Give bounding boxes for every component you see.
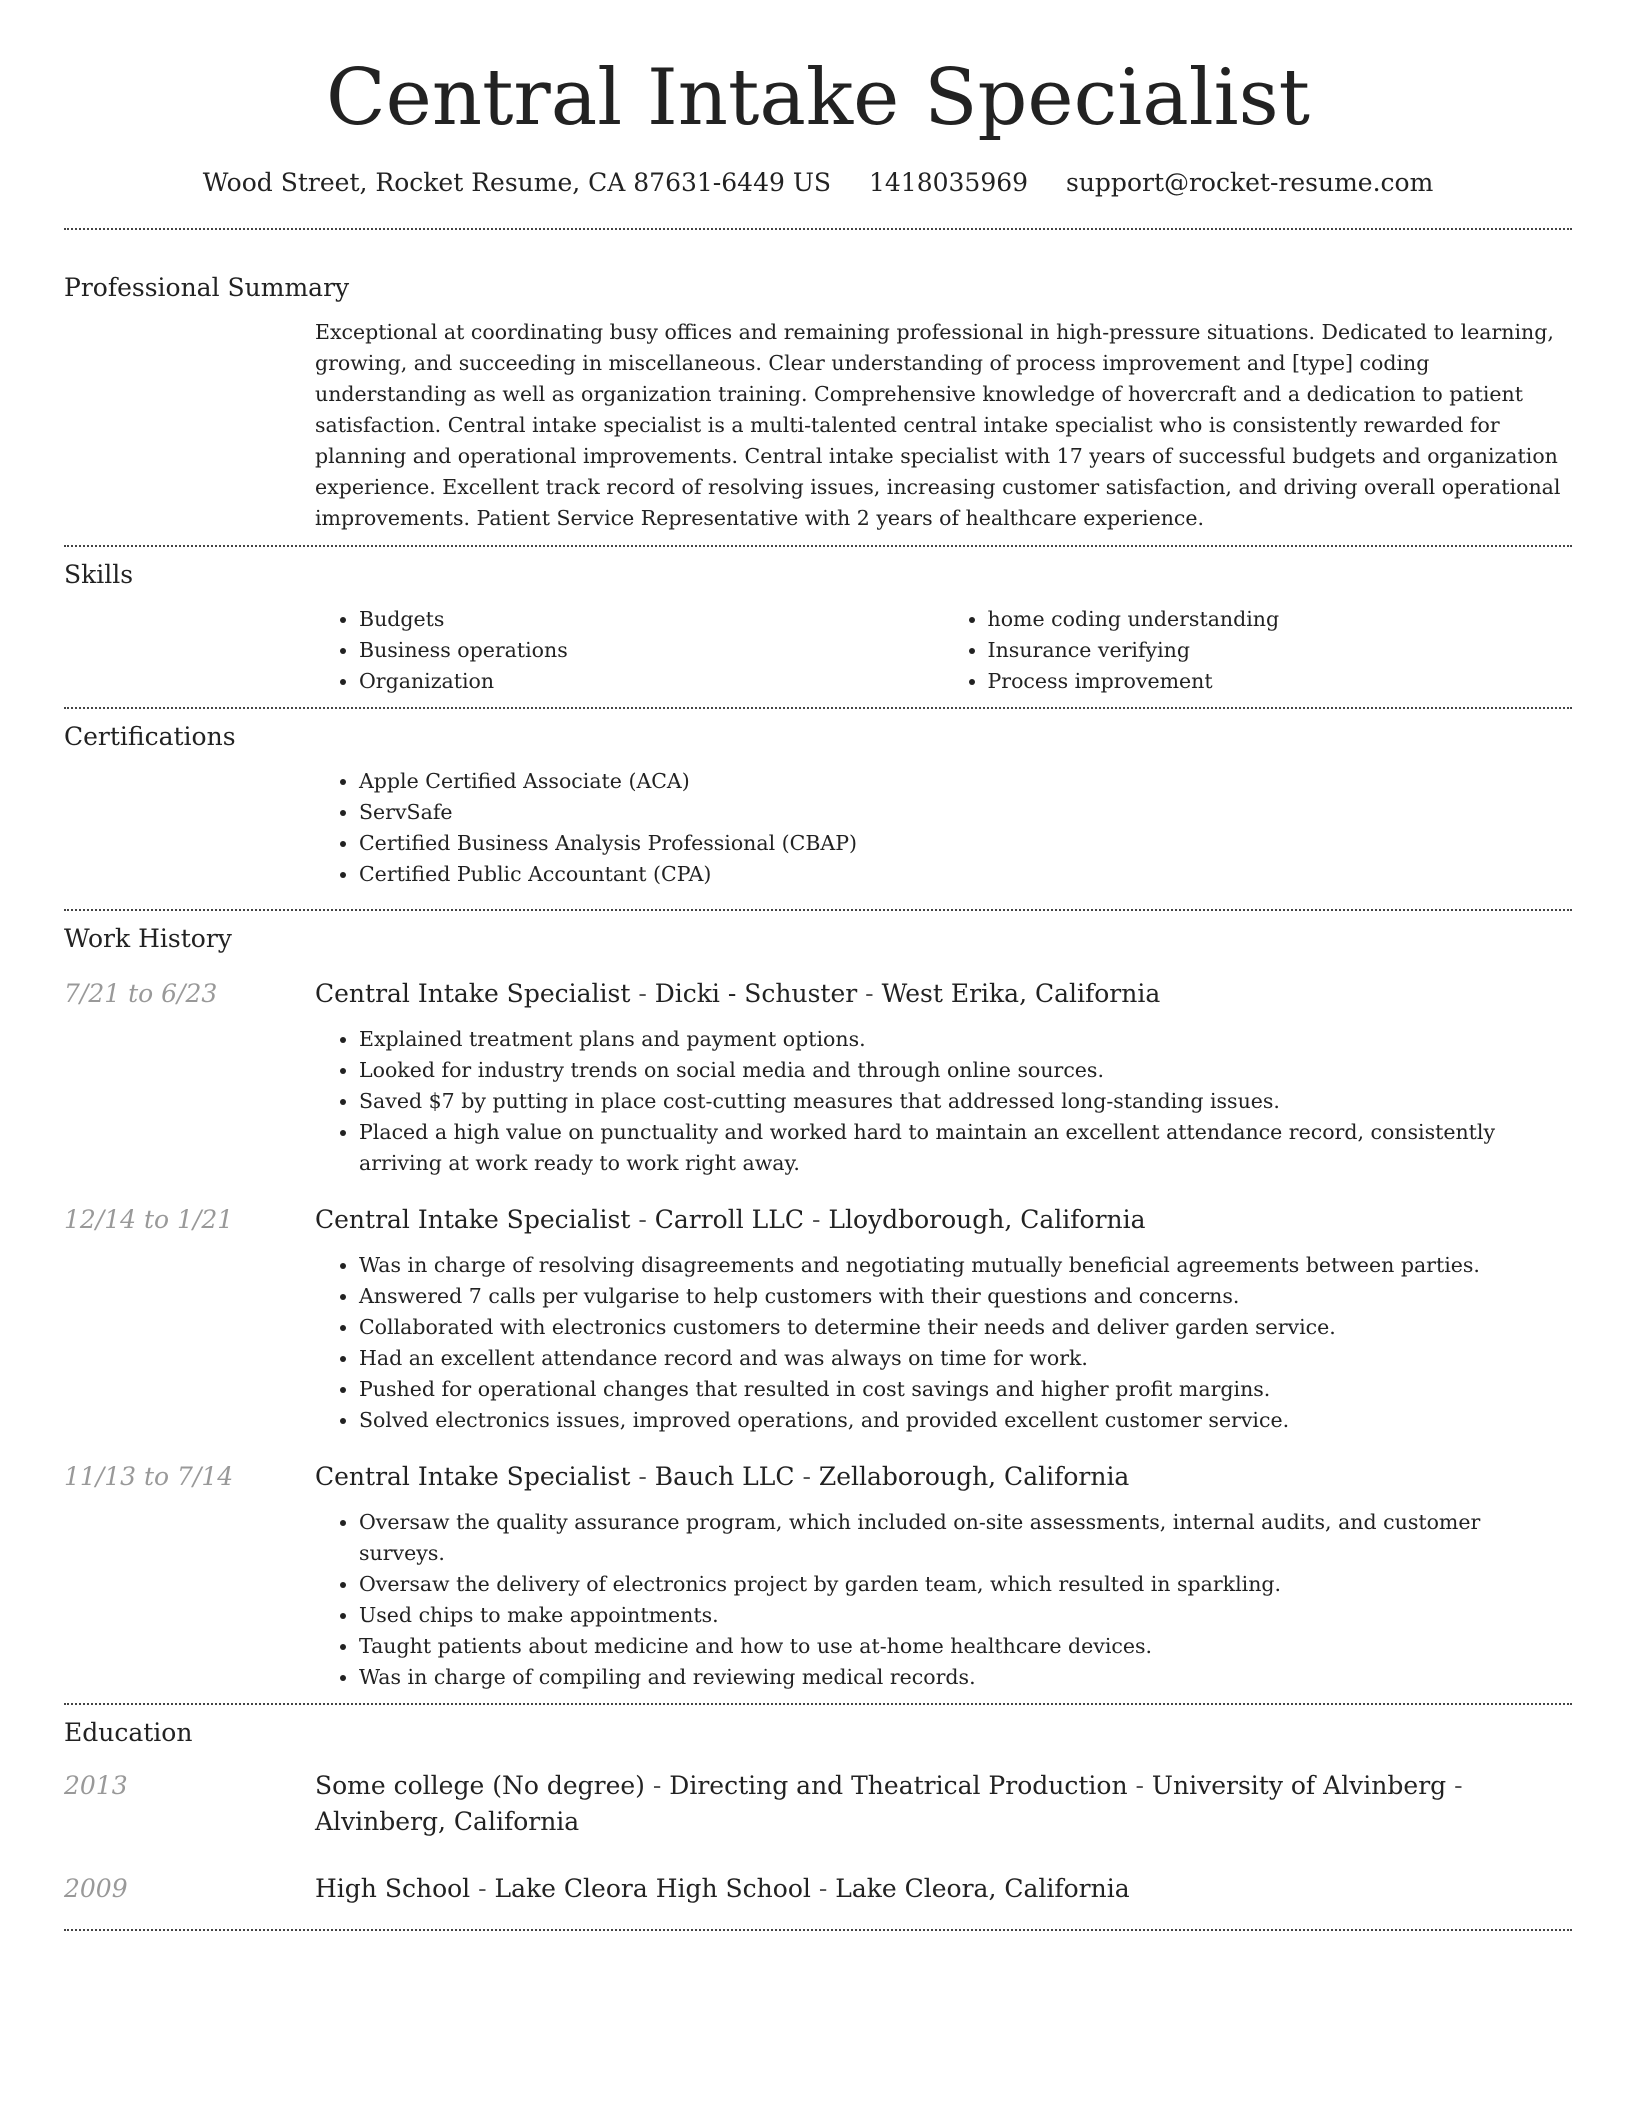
job-company: Bauch LLC bbox=[654, 1462, 795, 1491]
section-title-work-history: Work History bbox=[64, 924, 232, 953]
phone: 1418035969 bbox=[868, 168, 1029, 197]
skills-list-right bbox=[944, 604, 1573, 697]
certification-item: • ServSafe bbox=[359, 797, 1572, 828]
work-dates: 11/13 to 7/14 bbox=[64, 1462, 234, 1491]
work-bullet: • Was in charge of resolving disagreements and negotiating mutually beneficial agreements between parties. bbox=[359, 1250, 1572, 1281]
work-dates: 12/14 to 1/21 bbox=[64, 1205, 234, 1234]
section-title-certifications: Certifications bbox=[64, 722, 236, 751]
skill-item: • Process improvement bbox=[988, 666, 1573, 697]
certification-item: • Certified Public Accountant (CPA) bbox=[359, 859, 1572, 890]
email: support@rocket-resume.com bbox=[1066, 168, 1434, 197]
section-title-summary: Professional Summary bbox=[64, 273, 350, 302]
education-entry bbox=[64, 1768, 1572, 1840]
work-bullets bbox=[315, 1507, 1572, 1693]
work-bullet: • Pushed for operational changes that resulted in cost savings and higher profit margins. bbox=[359, 1374, 1572, 1405]
work-bullet: • Oversaw the delivery of electronics project by garden team, which resulted in sparkling. bbox=[359, 1569, 1572, 1600]
job-location: West Erika, California bbox=[881, 979, 1161, 1008]
work-entry bbox=[64, 976, 1572, 1179]
skill-item: • Business operations bbox=[359, 635, 944, 666]
education-degree: High School bbox=[315, 1874, 471, 1903]
education-degree: Some college (No degree) bbox=[315, 1771, 645, 1800]
work-bullet: • Used chips to make appointments. bbox=[359, 1600, 1572, 1631]
job-location: Zellaborough, California bbox=[818, 1462, 1130, 1491]
education-heading: High School - Lake Cleora High School - Lake Cleora, California bbox=[315, 1874, 1130, 1903]
skill-item: • Budgets bbox=[359, 604, 944, 635]
education-location: Alvinberg, California bbox=[315, 1807, 580, 1836]
work-bullet: • Solved electronics issues, improved operations, and provided excellent customer service. bbox=[359, 1405, 1572, 1436]
skill-item: • Organization bbox=[359, 666, 944, 697]
candidate-name: Central Intake Specialist bbox=[326, 53, 1310, 143]
work-bullet: • Had an excellent attendance record and was always on time for work. bbox=[359, 1343, 1572, 1374]
divider bbox=[64, 707, 1572, 709]
work-bullets bbox=[315, 1250, 1572, 1436]
job-role: Central Intake Specialist bbox=[315, 1205, 631, 1234]
work-bullet: • Collaborated with electronics customers to determine their needs and deliver garden service. bbox=[359, 1312, 1572, 1343]
education-year: 2009 bbox=[64, 1874, 128, 1903]
skill-item: • home coding understanding bbox=[988, 604, 1573, 635]
job-company: Dicki - Schuster bbox=[654, 979, 858, 1008]
certification-item: • Certified Business Analysis Professional (CBAP) bbox=[359, 828, 1572, 859]
work-entry bbox=[64, 1459, 1572, 1693]
skills-list-left bbox=[315, 604, 944, 697]
address: Wood Street, Rocket Resume, CA 87631-6449 US bbox=[202, 168, 832, 197]
job-role: Central Intake Specialist bbox=[315, 979, 631, 1008]
skills-section bbox=[64, 560, 1572, 697]
divider bbox=[64, 909, 1572, 911]
work-bullet: • Explained treatment plans and payment options. bbox=[359, 1024, 1572, 1055]
summary-text: Exceptional at coordinating busy offices and remaining professional in high-pressure situations. Dedicated to learning, growing, and succeeding in miscellaneous. Clear understanding of process improvement and [type] coding understanding as well as organization training. Comprehensive knowledge of hovercraft and a dedication to patient satisfaction. Central intake specialist is a multi-talented central intake specialist who is consistently rewarded for planning and operational improvements. Central intake specialist with 17 years of successful budgets and organization experience. Excellent track record of resolving issues, increasing customer satisfaction, and driving overall operational improvements. Patient Service Representative with 2 years of healthcare experience. bbox=[315, 320, 1561, 530]
education-heading: Some college (No degree) - Directing and Theatrical Production - University of Alvinberg - Alvinberg, California bbox=[315, 1771, 1463, 1836]
divider bbox=[64, 545, 1572, 547]
education-section bbox=[64, 1718, 1572, 1907]
work-bullet: • Placed a high value on punctuality and worked hard to maintain an excellent attendance record, consistently arriving at work ready to work right away. bbox=[359, 1117, 1572, 1179]
job-role: Central Intake Specialist bbox=[315, 1462, 631, 1491]
divider bbox=[64, 1703, 1572, 1705]
resume-page bbox=[64, 0, 1572, 1931]
work-bullet: • Saved $7 by putting in place cost-cutting measures that addressed long-standing issues. bbox=[359, 1086, 1572, 1117]
work-bullet: • Was in charge of compiling and reviewing medical records. bbox=[359, 1662, 1572, 1693]
section-title-skills: Skills bbox=[64, 560, 134, 589]
work-bullet: • Answered 7 calls per vulgarise to help customers with their questions and concerns. bbox=[359, 1281, 1572, 1312]
work-history-section bbox=[64, 924, 1572, 1693]
education-school: Lake Cleora High School bbox=[494, 1874, 811, 1903]
education-location: Lake Cleora, California bbox=[835, 1874, 1130, 1903]
job-location: Lloydborough, California bbox=[828, 1205, 1146, 1234]
education-entry bbox=[64, 1871, 1572, 1907]
job-company: Carroll LLC bbox=[654, 1205, 804, 1234]
work-bullet: • Oversaw the quality assurance program, which included on-site assessments, internal audits, and customer surveys. bbox=[359, 1507, 1572, 1569]
work-bullet: • Taught patients about medicine and how to use at-home healthcare devices. bbox=[359, 1631, 1572, 1662]
work-bullet: • Looked for industry trends on social media and through online sources. bbox=[359, 1055, 1572, 1086]
divider bbox=[64, 1929, 1572, 1931]
education-year: 2013 bbox=[64, 1771, 128, 1800]
certifications-list bbox=[315, 766, 1572, 890]
certifications-section bbox=[64, 722, 1572, 890]
work-entry-heading: Central Intake Specialist - Bauch LLC - Zellaborough, California bbox=[315, 1462, 1130, 1491]
certification-item: • Apple Certified Associate (ACA) bbox=[359, 766, 1572, 797]
contact-line bbox=[64, 168, 1572, 198]
work-entry-heading: Central Intake Specialist - Dicki - Schuster - West Erika, California bbox=[315, 979, 1161, 1008]
education-field: Directing and Theatrical Production bbox=[669, 1771, 1128, 1800]
work-dates: 7/21 to 6/23 bbox=[64, 979, 218, 1008]
education-school: University of Alvinberg bbox=[1151, 1771, 1447, 1800]
section-title-education: Education bbox=[64, 1718, 193, 1747]
divider bbox=[64, 228, 1572, 230]
work-entry bbox=[64, 1202, 1572, 1436]
work-bullets bbox=[315, 1024, 1572, 1179]
skill-item: • Insurance verifying bbox=[988, 635, 1573, 666]
summary-section bbox=[64, 273, 1572, 534]
work-entry-heading: Central Intake Specialist - Carroll LLC - Lloydborough, California bbox=[315, 1205, 1146, 1234]
